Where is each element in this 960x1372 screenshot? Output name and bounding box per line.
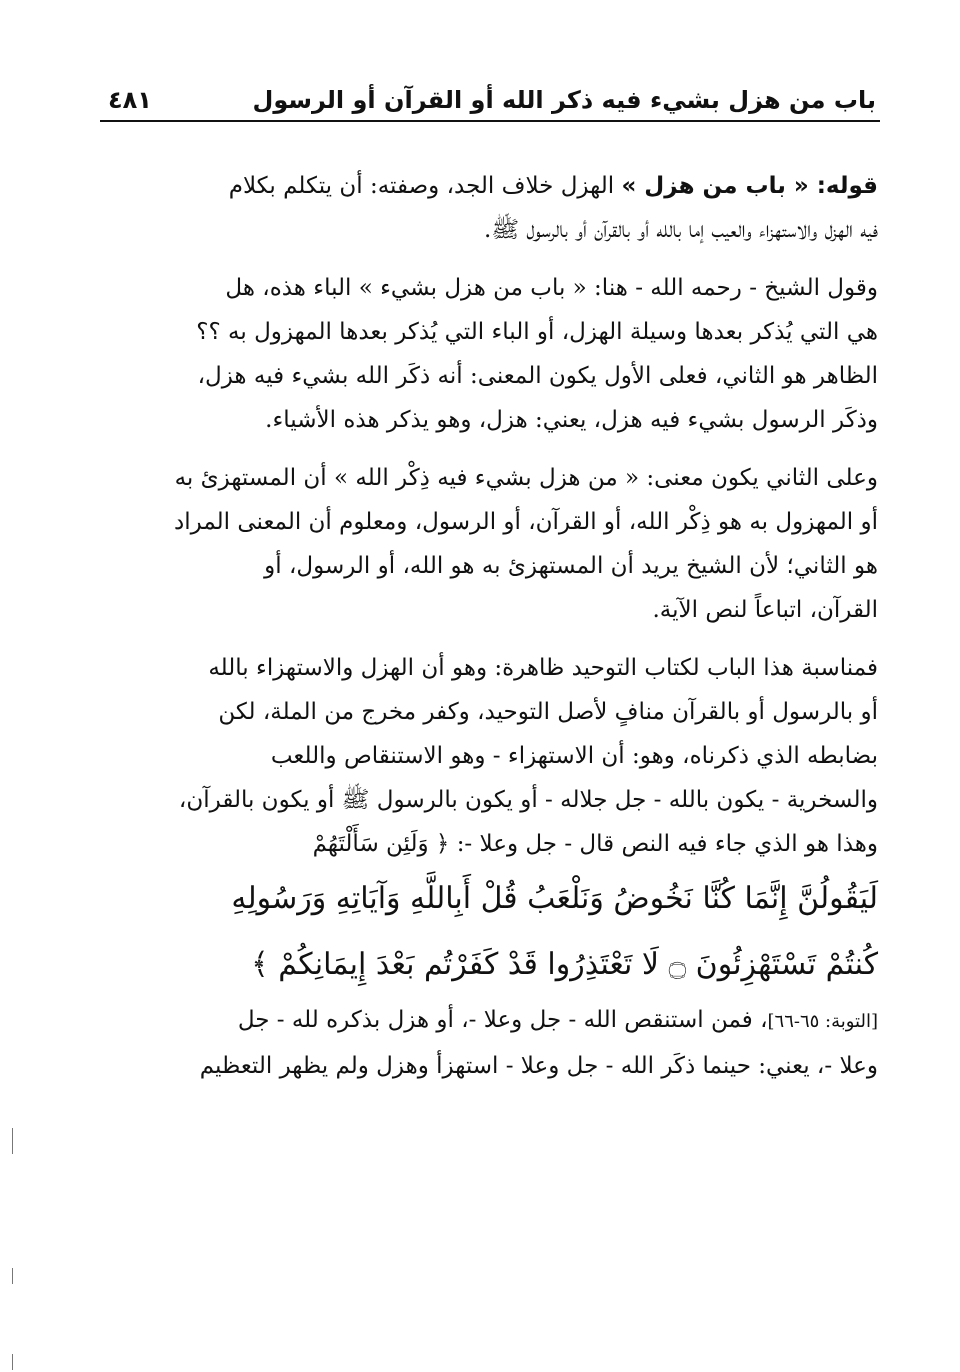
paragraph-1: [108, 164, 878, 252]
header-rule: [100, 120, 880, 122]
paragraph-3: [108, 456, 878, 632]
text-line: [108, 164, 878, 208]
text-line: الظاهر هو الثاني، فعلى الأول يكون المعنى: أنه ذكَر الله بشيء فيه هزل،: [197, 363, 878, 389]
page-body: [108, 164, 878, 1102]
text-fragment: ، فمن استنقص الله - جل وعلا -، أو هزل بذكره لله - جل: [237, 1007, 768, 1033]
scan-margin-mark: [12, 1128, 13, 1154]
text-line: أو بالرسول أو بالقرآن منافٍ لأصل التوحيد، وكفر مخرج من الملة، لكن: [218, 699, 878, 725]
text-line: أو المهزول به هو ذِكْر الله، أو القرآن، أو الرسول، ومعلوم أن المعنى المراد: [174, 509, 878, 535]
text-line: وعلا -، يعني: حينما ذكَر الله - جل وعلا - استهزأ وهزل ولم يظهر التعظيم: [199, 1053, 878, 1079]
text-line: والسخرية - يكون بالله - جل جلاله - أو يكون بالرسول ﷺ أو يكون بالقرآن،: [178, 787, 878, 813]
text-line: وذكَر الرسول بشيء فيه هزل، يعني: هزل، وهو يذكر هذه الأشياء.: [265, 407, 878, 433]
paragraph-4: [108, 646, 878, 866]
text-line: [108, 998, 878, 1044]
text-line: فمناسبة هذا الباب لكتاب التوحيد ظاهرة: وهو أن الهزل والاستهزاء بالله: [208, 655, 878, 681]
verse-line: كُنتُمْ تَسْتَهْزِئُونَ ۝ لَا تَعْتَذِرُوا قَدْ كَفَرْتُم بَعْدَ إِيمَانِكُمْ ﴾: [251, 947, 878, 982]
text-line: بضابطه الذي ذكرناه، وهو: أن الاستهزاء - وهو الاستنقاص واللعب: [270, 743, 878, 769]
text-line: وقول الشيخ - رحمه الله - هنا: « باب من هزل بشيء » الباء هذه، هل: [225, 275, 878, 301]
text-line: هو الثاني؛ لأن الشيخ يريد أن المستهزئ به هو الله، أو الرسول، أو: [264, 553, 878, 579]
page-number: ٤٨١: [108, 86, 152, 114]
scan-margin-mark: [12, 1354, 13, 1370]
text-line: فيه الهزل والاستهزاء والعيب إما بالله أو بالقرآن أو بالرسول ﷺ.: [484, 217, 878, 243]
text-line: وعلى الثاني يكون معنى: « من هزل بشيء فيه ذِكْر الله » أن المستهزئ به: [174, 465, 878, 491]
page-header: [100, 70, 880, 114]
text-line: هي التي يُذكر بعدها وسيلة الهزل، أو الباء التي يُذكر بعدها المهزول به ؟؟: [196, 319, 878, 345]
verse-line: لَيَقُولُنَّ إِنَّمَا كُنَّا نَخُوضُ وَنَلْعَبُ قُلْ أَبِاللَّهِ وَآيَاتِهِ وَرَسُولِهِ: [231, 881, 878, 916]
text-line: وهذا هو الذي جاء فيه النص قال - جل وعلا -: ﴿ وَلَئِن سَأَلْتَهُمْ: [312, 831, 878, 857]
paragraph-5: [108, 998, 878, 1088]
running-title: باب من هزل بشيء فيه ذكر الله أو القرآن أو الرسول: [252, 86, 876, 114]
scan-margin-mark: [12, 1268, 13, 1284]
text-line: القرآن، اتباعاً لنص الآية.: [652, 597, 878, 623]
lead-term: قوله: « باب من هزل »: [621, 173, 878, 199]
verse-reference: [التوبة: ٦٥-٦٦]: [767, 1011, 878, 1032]
paragraph-2: [108, 266, 878, 442]
quran-verse: [108, 866, 878, 998]
text-fragment: الهزل خلاف الجد، وصفته: أن يتكلم بكلام: [228, 173, 615, 199]
